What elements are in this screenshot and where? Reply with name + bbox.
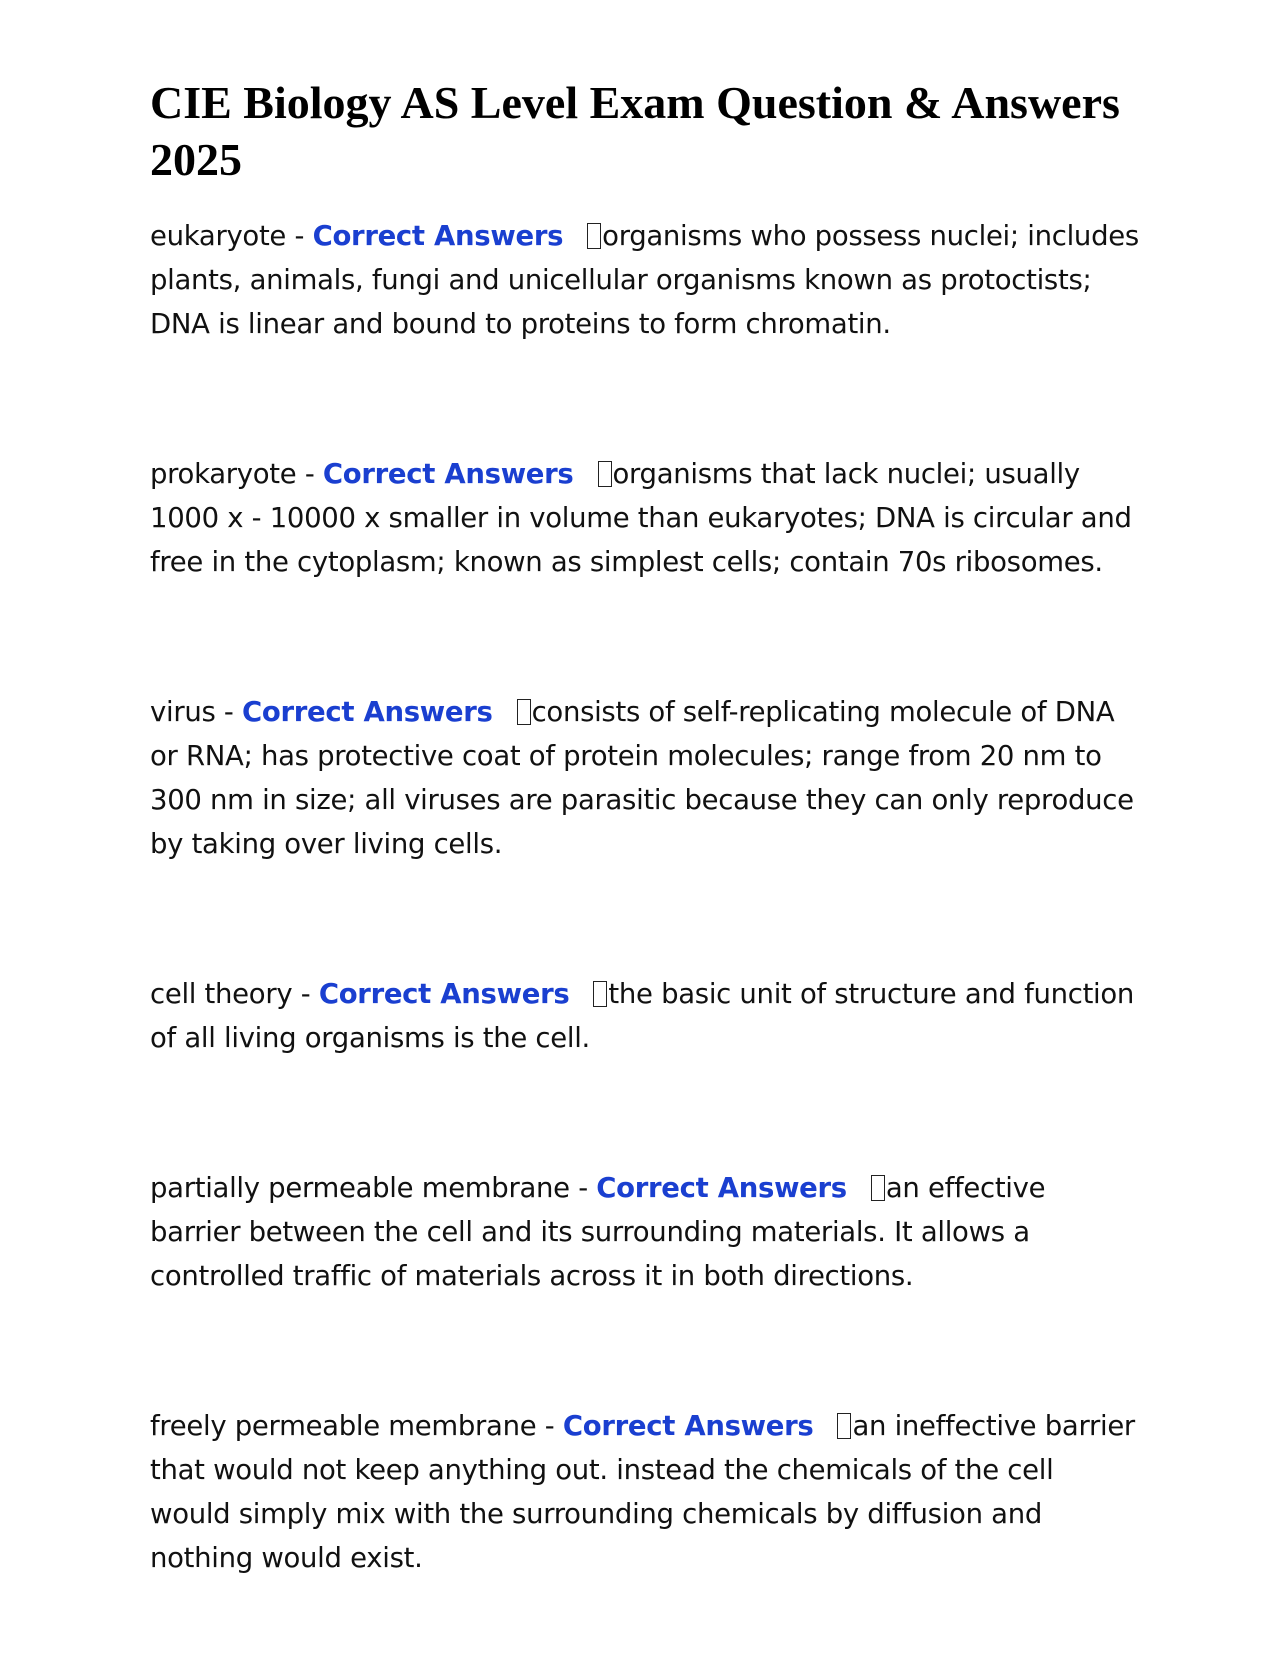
missing-glyph-box-icon xyxy=(587,223,601,249)
qa-entry xyxy=(150,1166,1140,1298)
entry-definition: the basic unit of structure and function of all living organisms is the cell. xyxy=(150,978,1135,1054)
term-separator: - xyxy=(292,978,319,1010)
entry-definition: organisms who possess nuclei; includes plants, animals, fungi and unicellular organisms known as protoctists; DNA is linear and bound to proteins to form chromatin. xyxy=(150,220,1139,340)
term-separator: - xyxy=(286,220,313,252)
correct-answers-label: Correct Answers xyxy=(322,458,574,490)
qa-entry xyxy=(150,690,1140,866)
correct-answers-label: Correct Answers xyxy=(312,220,564,252)
missing-glyph-box-icon xyxy=(598,461,612,487)
term-separator: - xyxy=(215,696,242,728)
missing-glyph-box-icon xyxy=(593,981,607,1007)
term-separator: - xyxy=(296,458,323,490)
document-page xyxy=(150,74,1140,1580)
entry-term: cell theory xyxy=(150,978,293,1010)
entry-definition: organisms that lack nuclei; usually 1000 x - 10000 x smaller in volume than eukaryotes; DNA is circular and free in the cytoplasm; known as simplest cells; contain 70s ribosomes. xyxy=(150,458,1132,578)
missing-glyph-box-icon xyxy=(837,1413,851,1439)
entry-definition: an ineffective barrier that would not keep anything out. instead the chemicals of the cell would simply mix with the surrounding chemicals by diffusion and nothing would exist. xyxy=(150,1410,1135,1574)
entry-term: prokaryote xyxy=(150,458,297,490)
missing-glyph-box-icon xyxy=(517,699,531,725)
entry-term: eukaryote xyxy=(150,220,287,252)
correct-answers-label: Correct Answers xyxy=(318,978,570,1010)
entry-definition: an effective barrier between the cell and its surrounding materials. It allows a controlled traffic of materials across it in both directions. xyxy=(150,1172,1046,1292)
document-title: CIE Biology AS Level Exam Question & Answers 2025 xyxy=(150,77,1120,185)
qa-entry xyxy=(150,452,1140,584)
missing-glyph-box-icon xyxy=(871,1175,885,1201)
entry-term: freely permeable membrane xyxy=(150,1410,537,1442)
correct-answers-label: Correct Answers xyxy=(242,696,493,728)
term-separator: - xyxy=(536,1410,563,1442)
entry-term: virus xyxy=(150,696,216,728)
qa-entry xyxy=(150,972,1140,1060)
correct-answers-label: Correct Answers xyxy=(562,1410,814,1442)
entry-term: partially permeable membrane xyxy=(150,1172,570,1204)
qa-entry xyxy=(150,214,1140,346)
entry-definition: consists of self-replicating molecule of DNA or RNA; has protective coat of protein molecules; range from 20 nm to 300 nm in size; all viruses are parasitic because they can only reproduce by taking over living cells. xyxy=(150,696,1134,860)
term-separator: - xyxy=(569,1172,597,1204)
correct-answers-label: Correct Answers xyxy=(596,1172,847,1204)
qa-entry xyxy=(150,1404,1140,1580)
